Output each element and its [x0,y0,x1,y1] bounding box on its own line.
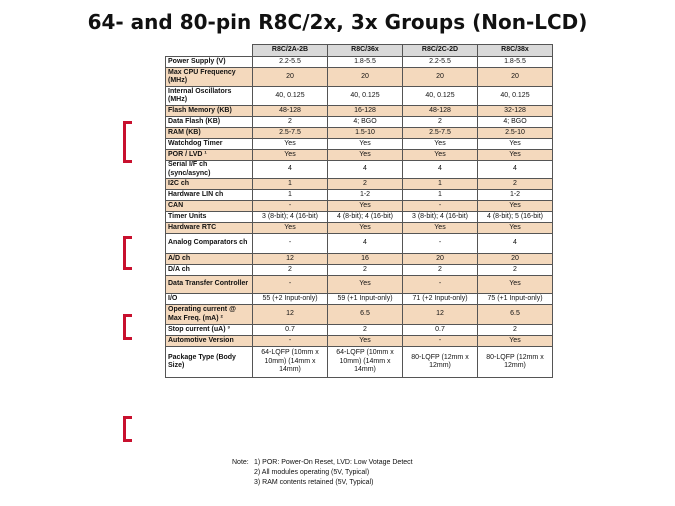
table-cell: 20 [478,254,553,265]
table-row [166,254,553,265]
table-cell: 75 (+1 Input-only) [478,294,553,305]
row-label: Automotive Version [166,336,253,347]
table-cell: Yes [403,139,478,150]
table-row [166,201,553,212]
table-row [166,223,553,234]
table-cell: Yes [403,150,478,161]
table-cell: Yes [478,201,553,212]
table-cell: 80-LQFP (12mm x 12mm) [403,347,478,378]
row-label: I/O [166,294,253,305]
table-cell: 2.5-10 [478,128,553,139]
footnote: 2) All modules operating (5V, Typical) [254,469,370,476]
table-cell: 20 [403,254,478,265]
table-cell: 2 [253,117,328,128]
row-label: Hardware LIN ch [166,190,253,201]
table-cell: 6.5 [328,305,403,325]
table-cell: Yes [478,150,553,161]
table-cell: Yes [328,139,403,150]
footnotes [232,458,413,488]
table-cell: Yes [328,276,403,294]
table-cell: Yes [478,223,553,234]
table-cell: 59 (+1 Input-only) [328,294,403,305]
table-row [166,87,553,106]
table-cell: 3 (8-bit); 4 (16-bit) [253,212,328,223]
table-cell: 0.7 [253,325,328,336]
table-row [166,294,553,305]
row-label: Analog Comparators ch [166,234,253,254]
table-cell: - [403,336,478,347]
table-row [166,305,553,325]
notes-lead: Note: [232,459,249,466]
table-cell: Yes [478,139,553,150]
table-cell: 6.5 [478,305,553,325]
row-label: A/D ch [166,254,253,265]
table-cell: 1 [403,179,478,190]
table-cell: 4; BGO [328,117,403,128]
table-cell: 40, 0.125 [403,87,478,106]
table-cell: 4 [478,234,553,254]
table-cell: 48-128 [403,106,478,117]
table-cell: 2 [328,179,403,190]
row-label: D/A ch [166,265,253,276]
column-header: R8C/2A-2B [253,45,328,57]
table-row [166,57,553,68]
table-cell: 16-128 [328,106,403,117]
row-label: POR / LVD ¹ [166,150,253,161]
row-label: Flash Memory (KB) [166,106,253,117]
table-row [166,336,553,347]
table-row [166,68,553,87]
table-cell: 20 [478,68,553,87]
row-label: Internal Oscillators (MHz) [166,87,253,106]
table-cell: 2 [403,117,478,128]
row-label: Hardware RTC [166,223,253,234]
table-cell: Yes [478,276,553,294]
column-header: R8C/2C-2D [403,45,478,57]
table-cell: 2.5-7.5 [253,128,328,139]
table-cell: 4 [478,161,553,179]
table-row [166,190,553,201]
table-cell: - [253,201,328,212]
table-row [166,325,553,336]
table-row [166,128,553,139]
table-cell: 2 [253,265,328,276]
table-cell: 12 [253,305,328,325]
table-cell: 40, 0.125 [478,87,553,106]
row-label: I2C ch [166,179,253,190]
table-cell: - [403,234,478,254]
table-cell: 1-2 [328,190,403,201]
table-cell: 2.5-7.5 [403,128,478,139]
table-cell: 1 [253,179,328,190]
table-cell: 2 [478,179,553,190]
table-cell: 4 (8-bit); 5 (16-bit) [478,212,553,223]
table-cell: Yes [253,150,328,161]
table-cell: 55 (+2 Input-only) [253,294,328,305]
table-cell: 1 [253,190,328,201]
table-cell: 4 [328,234,403,254]
table-cell: 40, 0.125 [253,87,328,106]
table-cell: 3 (8-bit); 4 (16-bit) [403,212,478,223]
row-label: Stop current (uA) ³ [166,325,253,336]
table-cell: - [253,336,328,347]
table-row [166,161,553,179]
table-cell: 12 [403,305,478,325]
table-cell: 0.7 [403,325,478,336]
table-row [166,234,553,254]
table-cell: 2 [478,265,553,276]
table-cell: Yes [403,223,478,234]
table-cell: 32-128 [478,106,553,117]
table-cell: 20 [328,68,403,87]
row-label: RAM (KB) [166,128,253,139]
table-row [166,150,553,161]
table-cell: 1-2 [478,190,553,201]
table-cell: - [253,234,328,254]
table-cell: 2 [403,265,478,276]
table-row [166,212,553,223]
table-cell: 2.2-5.5 [253,57,328,68]
table-row [166,106,553,117]
row-label: Data Flash (KB) [166,117,253,128]
table-cell: 64-LQFP (10mm x 10mm) (14mm x 14mm) [253,347,328,378]
bracket-automotive-marker [123,416,132,442]
table-cell: - [403,201,478,212]
header-row [166,45,553,57]
table-cell: 2 [328,265,403,276]
table-cell: 16 [328,254,403,265]
row-label: Package Type (Body Size) [166,347,253,378]
table-cell: 80-LQFP (12mm x 12mm) [478,347,553,378]
table-cell: 4 [403,161,478,179]
table-cell: 1.8-5.5 [478,57,553,68]
table-cell: 20 [403,68,478,87]
table-row [166,117,553,128]
slide-title: 64- and 80-pin R8C/2x, 3x Groups (Non-LCD) [87,10,588,34]
table-cell: Yes [253,139,328,150]
row-label: Data Transfer Controller [166,276,253,294]
table-row [166,347,553,378]
table-cell: 12 [253,254,328,265]
row-label: Watchdog Timer [166,139,253,150]
column-header: R8C/36x [328,45,403,57]
table-cell: 4 [328,161,403,179]
column-header: R8C/38x [478,45,553,57]
table-row [166,276,553,294]
row-label: Max CPU Frequency (MHz) [166,68,253,87]
table-cell: 2 [328,325,403,336]
row-label: Operating current @ Max Freq. (mA) ² [166,305,253,325]
table-cell: Yes [328,336,403,347]
bracket-ad-marker [123,314,132,340]
bracket-can-marker [123,236,132,270]
table-cell: 4; BGO [478,117,553,128]
table-cell: - [403,276,478,294]
table-cell: 20 [253,68,328,87]
table-cell: 2.2-5.5 [403,57,478,68]
row-label: CAN [166,201,253,212]
table-cell: 64-LQFP (10mm x 10mm) (14mm x 14mm) [328,347,403,378]
table-cell: Yes [328,150,403,161]
table-cell: 40, 0.125 [328,87,403,106]
table-cell: 2 [478,325,553,336]
table-cell: 1 [403,190,478,201]
header-corner [166,45,253,57]
table-row [166,139,553,150]
bracket-memory-marker [123,121,132,163]
table-cell: - [253,276,328,294]
table-cell: 48-128 [253,106,328,117]
footnote: 3) RAM contents retained (5V, Typical) [254,479,374,486]
table-row [166,179,553,190]
table-cell: 1.5-10 [328,128,403,139]
table-cell: 4 (8-bit); 4 (16-bit) [328,212,403,223]
row-label: Power Supply (V) [166,57,253,68]
table-cell: Yes [328,223,403,234]
row-label: Serial I/F ch (sync/async) [166,161,253,179]
table-row [166,265,553,276]
table-cell: Yes [253,223,328,234]
spec-table [165,44,553,378]
table-cell: Yes [478,336,553,347]
table-cell: Yes [328,201,403,212]
table-cell: 4 [253,161,328,179]
footnote: 1) POR: Power-On Reset, LVD: Low Votage Detect [254,459,413,466]
table-cell: 1.8-5.5 [328,57,403,68]
table-cell: 71 (+2 Input-only) [403,294,478,305]
row-label: Timer Units [166,212,253,223]
